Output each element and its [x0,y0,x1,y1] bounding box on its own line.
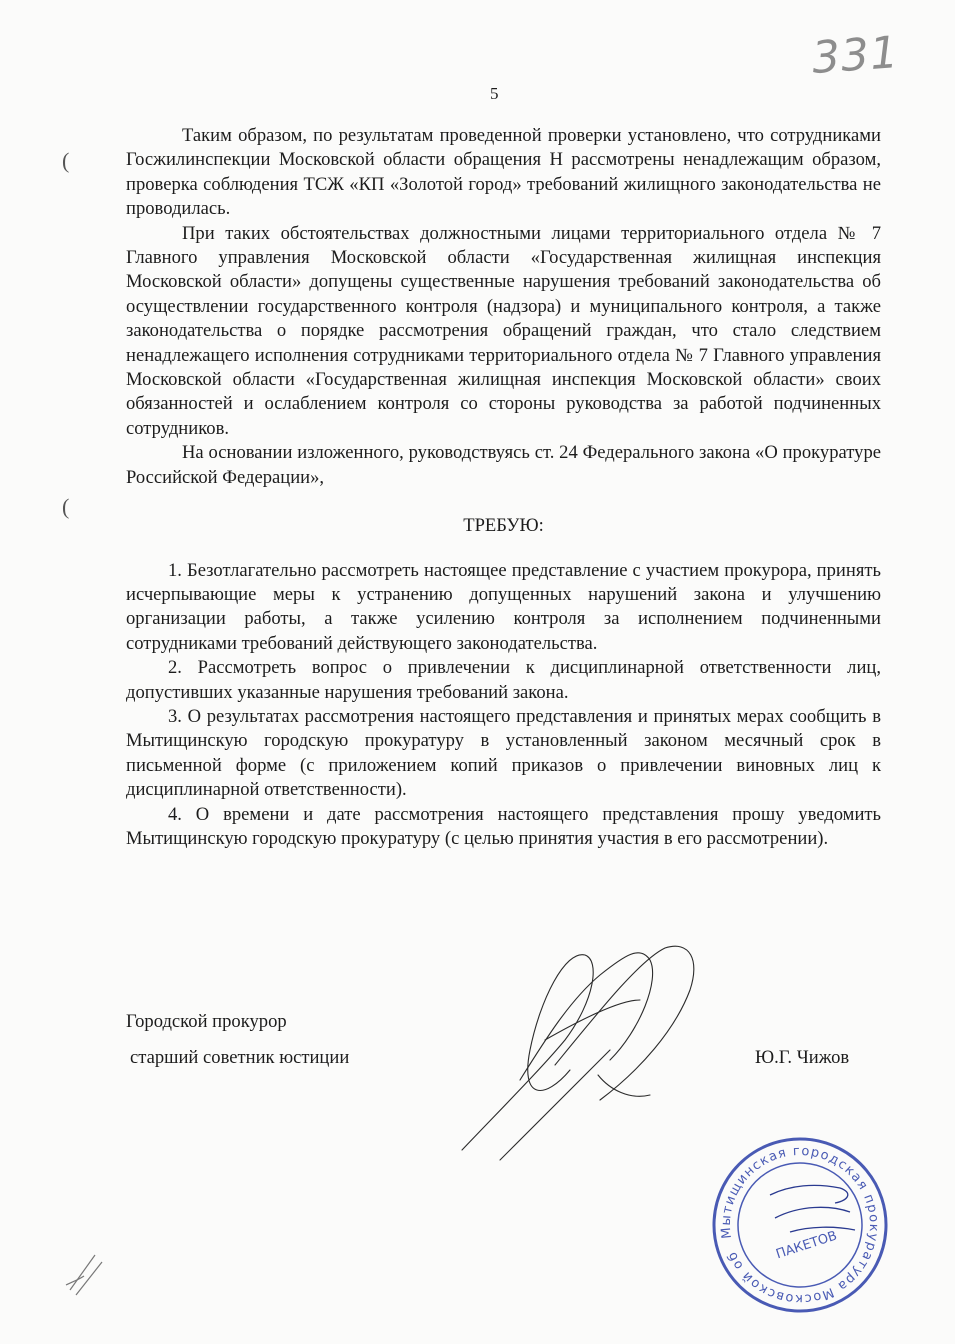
stamp-outer-text: Мытищинская городская прокуратура Московской области [718,1143,882,1307]
margin-mark: ( [62,494,70,519]
demand-item: 2. Рассмотреть вопрос о привлечении к дисциплинарной ответственности лиц, допустивших указанные нарушения требований закона. [126,657,881,703]
signatory-title: Городской прокурор [126,1011,287,1032]
demand-heading: ТРЕБУЮ: [463,515,544,537]
document-body [126,124,881,851]
demand-item: 4. О времени и дате рассмотрения настоящего представления прошу уведомить Мытищинскую городскую прокуратуру (с целью принятия участия в его рассмотрении). [126,803,881,849]
margin-mark: ( [62,148,70,173]
signatory-name: Ю.Г. Чижов [755,1047,850,1068]
page-number: 5 [490,84,499,103]
handwritten-sheet-number: 331 [810,27,901,84]
stamp-center-text: ПАКЕТОВ [774,1228,840,1263]
demand-item: 3. О результатах рассмотрения настоящего представления и принятых мерах сообщить в Мытищинскую городскую прокуратуру в установленный законом месячный срок в письменной форме (с приложением копий приказов о привлечении виновных лиц к дисциплинарной ответственности). [126,705,881,801]
paragraph: На основании изложенного, руководствуясь ст. 24 Федерального закона «О прокуратуре Российской Федерации», [126,442,881,488]
signatory-rank: старший советник юстиции [130,1047,350,1068]
demand-item: 1. Безотлагательно рассмотреть настоящее представление с участием прокурора, принять исчерпывающие меры к устранению допущенных нарушений закона и улучшению организации работы, а также усилению контроля за исполнением подчиненными сотрудниками требований действующего законодательства. [126,559,881,654]
paragraph: Таким образом, по результатам проведенной проверки установлено, что сотрудниками Госжилинспекции Московской области обращения Н рассмотрены ненадлежащим образом, проверка соблюдения ТСЖ «КП «Золотой город» требований жилищного законодательства не проводилась. [126,125,881,220]
paragraph: При таких обстоятельствах должностными лицами территориального отдела № 7 Главного управления Московской области «Государственная жилищная инспекция Московской области» допущены существенные нарушения требований законодательства об осуществлении государственного контроля (надзора) и муниципального контроля, а также законодательства о порядке рассмотрения обращений граждан, что стало следствием ненадлежащего исполнения сотрудниками территориального отдела № 7 Главного управления Московской области «Государственная жилищная инспекция Московской области» своих обязанностей и ослаблением контроля со стороны руководства за работой подчиненных сотрудников. [126,222,881,439]
